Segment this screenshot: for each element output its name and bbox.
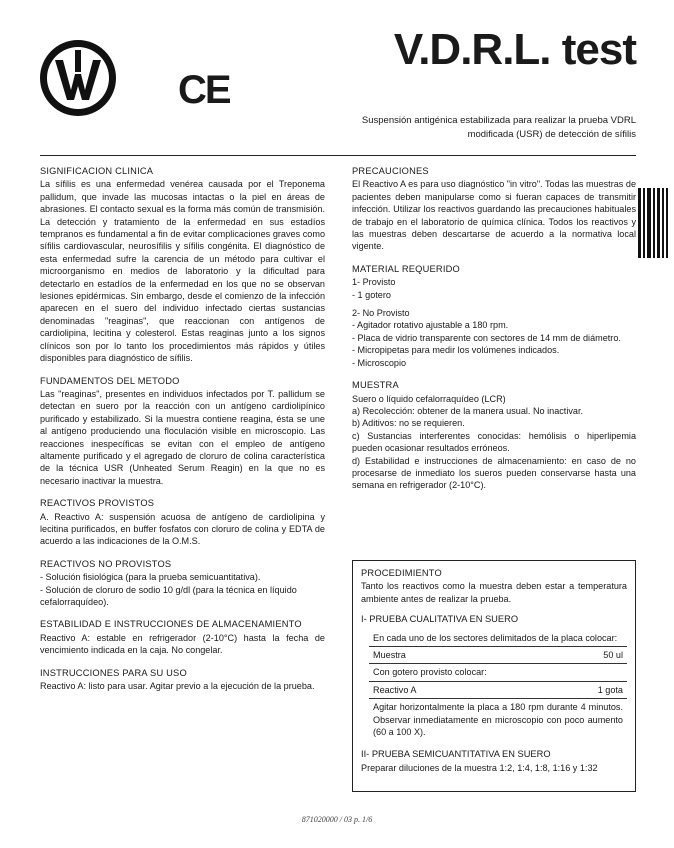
section-text: Tanto los reactivos como la muestra deben estar a temperatura ambiente antes de realizar la prueba. [361,581,627,604]
section-material [352,263,636,369]
list-item: - Solución de cloruro de sodio 10 g/dl (para la técnica en líquido cefalorraquídeo). [40,584,297,607]
list-title: 1- Provisto [352,277,396,288]
table-cell-label: Muestra [373,650,406,661]
section-heading: INSTRUCCIONES PARA SU USO [40,667,187,678]
list-item: - 1 gotero [352,289,391,300]
table-row [369,682,627,699]
section-text: Reactivo A: estable en refrigerador (2-10°C) hasta la fecha de vencimiento indicada en la caja. No congelar. [40,632,325,656]
list-item: d) Estabilidad e instrucciones de almacenamiento: en caso de no procesarse de inmediato los sueros pueden conservarse hasta una semana en refrigerador (2-10°C). [352,455,636,491]
list-item: b) Aditivos: no se requieren. [352,418,465,429]
left-column [40,165,325,702]
section-precauciones [352,165,636,253]
list-item: c) Sustancias interferentes conocidas: hemólisis o hiperlipemia pueden ocasionar resultados erróneos. [352,430,636,454]
list-item: - Microscopio [352,357,407,368]
section-heading: REACTIVOS PROVISTOS [40,498,155,509]
table-cell-label: Reactivo A [373,684,417,695]
table-row [369,630,627,647]
section-fundamentos [40,375,325,488]
procedure-table [369,630,627,741]
section-text: El Reactivo A es para uso diagnóstico "in vitro". Todas las muestras de pacientes deben manipularse como si fueran capaces de transmitir infección. Utilizar los reactivos guardando las precauciones habituales de trabajo en el laboratorio de química clínica. Todos los reactivos y las muestras deben descartarse de acuerdo a la normativa local vigente. [352,179,636,252]
section-estabilidad [40,618,325,656]
procedure-box [352,560,636,792]
section-text: A. Reactivo A: suspensión acuosa de antígeno de cardiolipina y lecitina purificados, en buffer fosfatos con cloruro de colina y EDTA de acuerdo a las indicaciones de la O.M.S. [40,511,325,547]
section-text: La sífilis es una enfermedad venérea causada por el Treponema pallidum, que invade las mucosas intactas o la piel en áreas de abrasiones. El contacto sexual es la forma más común de transmisión. La detección y tratamiento de la enfermedad en sus estadíos tempranos es fundamental a fin de evitar complicaciones graves como sífilis cardiovascular, neurosífilis y sífilis congénita. El diagnóstico de esta enfermedad sufre la carencia de un método para cultivar el microorganismo en medios de laboratorio y la dificultad para detectarlo en estadíos de la enfermedad en los que no se observan lesiones epidérmicas. Sin embargo, desde el comienzo de la infección aparecen en el suero del individuo infectado ciertas sustancias denominadas "reaginas", que reaccionan con antígenos de cardiolipina, lecitina y colesterol. Estas reaginas junto a los signos clínicos son por lo tanto los procedimientos más rápidos y útiles disponibles para diagnóstico de sífilis. [40,179,325,364]
section-heading: REACTIVOS NO PROVISTOS [40,558,172,569]
section-heading: FUNDAMENTOS DEL METODO [40,375,180,386]
subsection-heading: II- PRUEBA SEMICUANTITATIVA EN SUERO [361,749,551,760]
subsection-heading: I- PRUEBA CUALITATIVA EN SUERO [361,614,519,625]
barcode-strip [638,188,668,258]
section-reactivos-provistos [40,497,325,548]
ce-mark: CE [178,68,230,112]
table-row [369,699,627,740]
section-muestra [352,379,636,492]
section-heading: ESTABILIDAD E INSTRUCCIONES DE ALMACENAMIENTO [40,619,302,630]
section-instrucciones [40,667,325,693]
table-cell: Agitar horizontalmente la placa a 180 rpm durante 4 minutos. Observar inmediatamente en microscopio con poco aumento (60 a 100 X). [373,702,623,738]
section-heading: MATERIAL REQUERIDO [352,263,460,274]
section-heading: SIGNIFICACION CLINICA [40,166,154,176]
section-text: Preparar diluciones de la muestra 1:2, 1:4, 1:8, 1:16 y 1:32 [361,762,598,773]
table-cell: En cada uno de los sectores delimitados de la placa colocar: [373,632,618,643]
page-footer: 871020000 / 03 p. 1/6 [301,815,373,824]
list-item: a) Recolección: obtener de la manera usual. No inactivar. [352,405,584,416]
wiener-logo [38,38,118,118]
section-text: Reactivo A: listo para usar. Agitar previo a la ejecución de la prueba. [40,681,315,692]
page-subtitle: Suspensión antigénica estabilizada para realizar la prueba VDRL modificada (USR) de detección de sífilis [361,115,636,140]
section-text: Las "reaginas", presentes en individuos infectados por T. pallidum se detectan en suero por la reacción con un antígeno cardiolipínico purificado y estabilizado. Si la muestra contiene reagina, ésta se une al antígeno produciendo una floculación visible en microscopio. Las reacciones inespecíficas se evitan con el empleo de antígeno altamente purificado y el agregado de cloruro de colina característica de la técnica USR (Unheated Serum Reagin) en la que no es necesario inactivar la muestra. [40,388,325,486]
list-item: - Solución fisiológica (para la prueba semicuantitativa). [40,572,261,583]
list-item: - Micropipetas para medir los volúmenes indicados. [352,345,560,356]
list-title: 2- No Provisto [352,308,410,319]
header-divider [40,155,636,156]
list-item: - Placa de vidrio transparente con sectores de 14 mm de diámetro. [352,332,621,343]
section-intro: Suero o líquido cefalorraquídeo (LCR) [352,393,506,404]
table-cell-value: 1 gota [597,684,623,695]
section-heading: PRECAUCIONES [352,166,429,176]
list-item: - Agitador rotativo ajustable a 180 rpm. [352,320,509,331]
section-reactivos-no-provistos [40,558,325,609]
section-heading: MUESTRA [352,380,399,391]
table-row [369,664,627,681]
table-cell-value: 50 ul [603,650,623,661]
table-cell-label: Con gotero provisto colocar: [373,667,487,678]
table-row [369,647,627,664]
right-column [352,165,636,502]
page-title: V.D.R.L. test [393,25,636,74]
section-significacion [40,165,325,365]
section-heading: PROCEDIMIENTO [361,568,442,578]
